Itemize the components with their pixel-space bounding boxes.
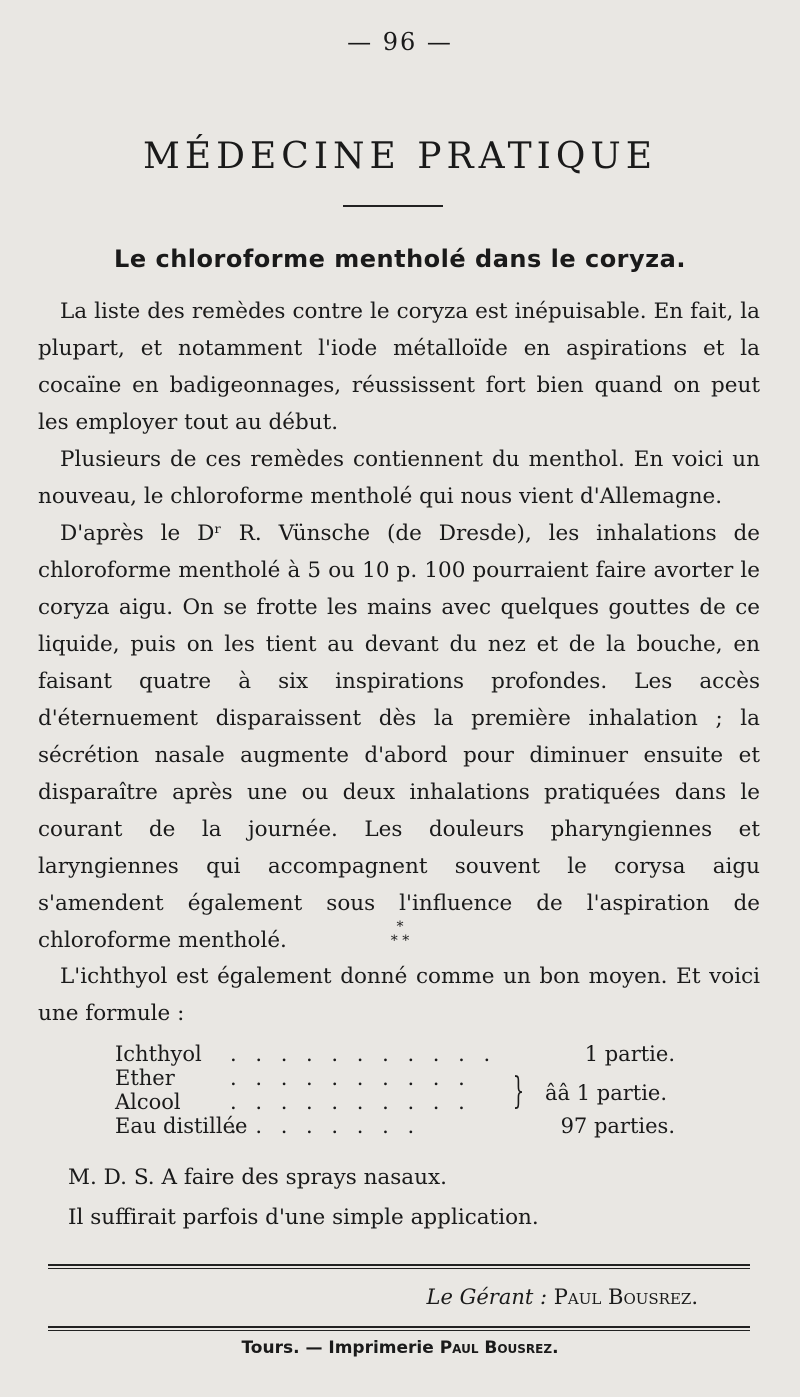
instruction-abbreviation: M. D. S. [68,1165,155,1190]
article-body-continued [38,958,760,1032]
gerant-signature [427,1285,698,1309]
formula-row-ichthyol [115,1042,695,1066]
instruction-text: A faire des sprays nasaux. [161,1165,447,1190]
footer-rule-bottom [48,1326,750,1328]
imprint-name: Paul Bousrez. [439,1338,559,1358]
footer-rule-top [48,1264,750,1266]
gerant-name: Paul Bousrez. [553,1285,698,1309]
formula-ingredient: Eau distillée [115,1114,248,1138]
formula-brace: } [512,1071,525,1112]
gerant-label: Le Gérant : [426,1285,548,1309]
article-body [38,293,760,959]
paragraph-4: L'ichthyol est également donné comme un bon moyen. Et voici une formule : [38,964,760,1026]
instruction-1 [68,1165,447,1190]
instruction-2: Il suffirait parfois d'une simple application. [68,1205,539,1230]
paragraph-3: D'après le Dʳ R. Vünsche (de Dresde), les inhalations de chloroforme mentholé à 5 ou 10 p. 100 pourraient faire avorter le coryza aigu. On se frotte les mains avec quelques gouttes de ce liquide, puis on les tient au devant du nez et de la bouche, en faisant quatre à six inspirations profondes. Les accès d'éternuement disparaissent dès la première inhalation ; la sécrétion nasale augmente d'abord pour diminuer ensuite et disparaître après une ou deux inhalations pratiquées dans le courant de la journée. Les douleurs pharyngiennes et laryngiennes qui accompagnent souvent le corysa aigu s'amendent également sous l'influence de l'aspiration de chloroforme mentholé. [38,521,760,953]
imprint-line [0,1338,800,1358]
paragraph-2: Plusieurs de ces remèdes contiennent du menthol. En voici un nouveau, le chloroforme mentholé qui nous vient d'Allemagne. [38,447,760,509]
page-number: — 96 — [347,28,453,56]
article-title: Le chloroforme mentholé dans le coryza. [114,245,686,273]
formula-dots: . . . . . . . . . . . [230,1042,497,1066]
formula [115,1042,695,1138]
footer-rule-top-thin [48,1268,750,1269]
asterism-bottom: * * [390,933,410,949]
asterism-top: * [396,919,404,935]
formula-row-eau [115,1114,695,1138]
formula-ingredient: Alcool [115,1090,181,1114]
formula-ingredient: Ichthyol [115,1042,202,1066]
formula-quantity: 97 parties. [560,1114,675,1138]
title-rule [343,205,443,207]
formula-dots: . . . . . . . . . . [230,1066,471,1090]
formula-pair-quantity: ââ 1 partie. [545,1081,668,1105]
footer-rule-bottom-thin [48,1330,750,1331]
paragraph-1: La liste des remèdes contre le coryza est inépuisable. En fait, la plupart, et notamment l'iode métalloïde en aspirations et la cocaïne en badigeonnages, réussissent fort bien quand on peut les employer tout au début. [38,299,760,435]
formula-ingredient: Ether [115,1066,175,1090]
section-title: MÉDECINE PRATIQUE [143,136,657,177]
formula-dots: . . . . . . . . . . [230,1090,471,1114]
formula-quantity: 1 partie. [584,1042,675,1066]
formula-dots: . . . . . . . . [230,1114,421,1138]
imprint-prefix: Tours. — Imprimerie [241,1338,434,1358]
asterism [0,920,800,948]
